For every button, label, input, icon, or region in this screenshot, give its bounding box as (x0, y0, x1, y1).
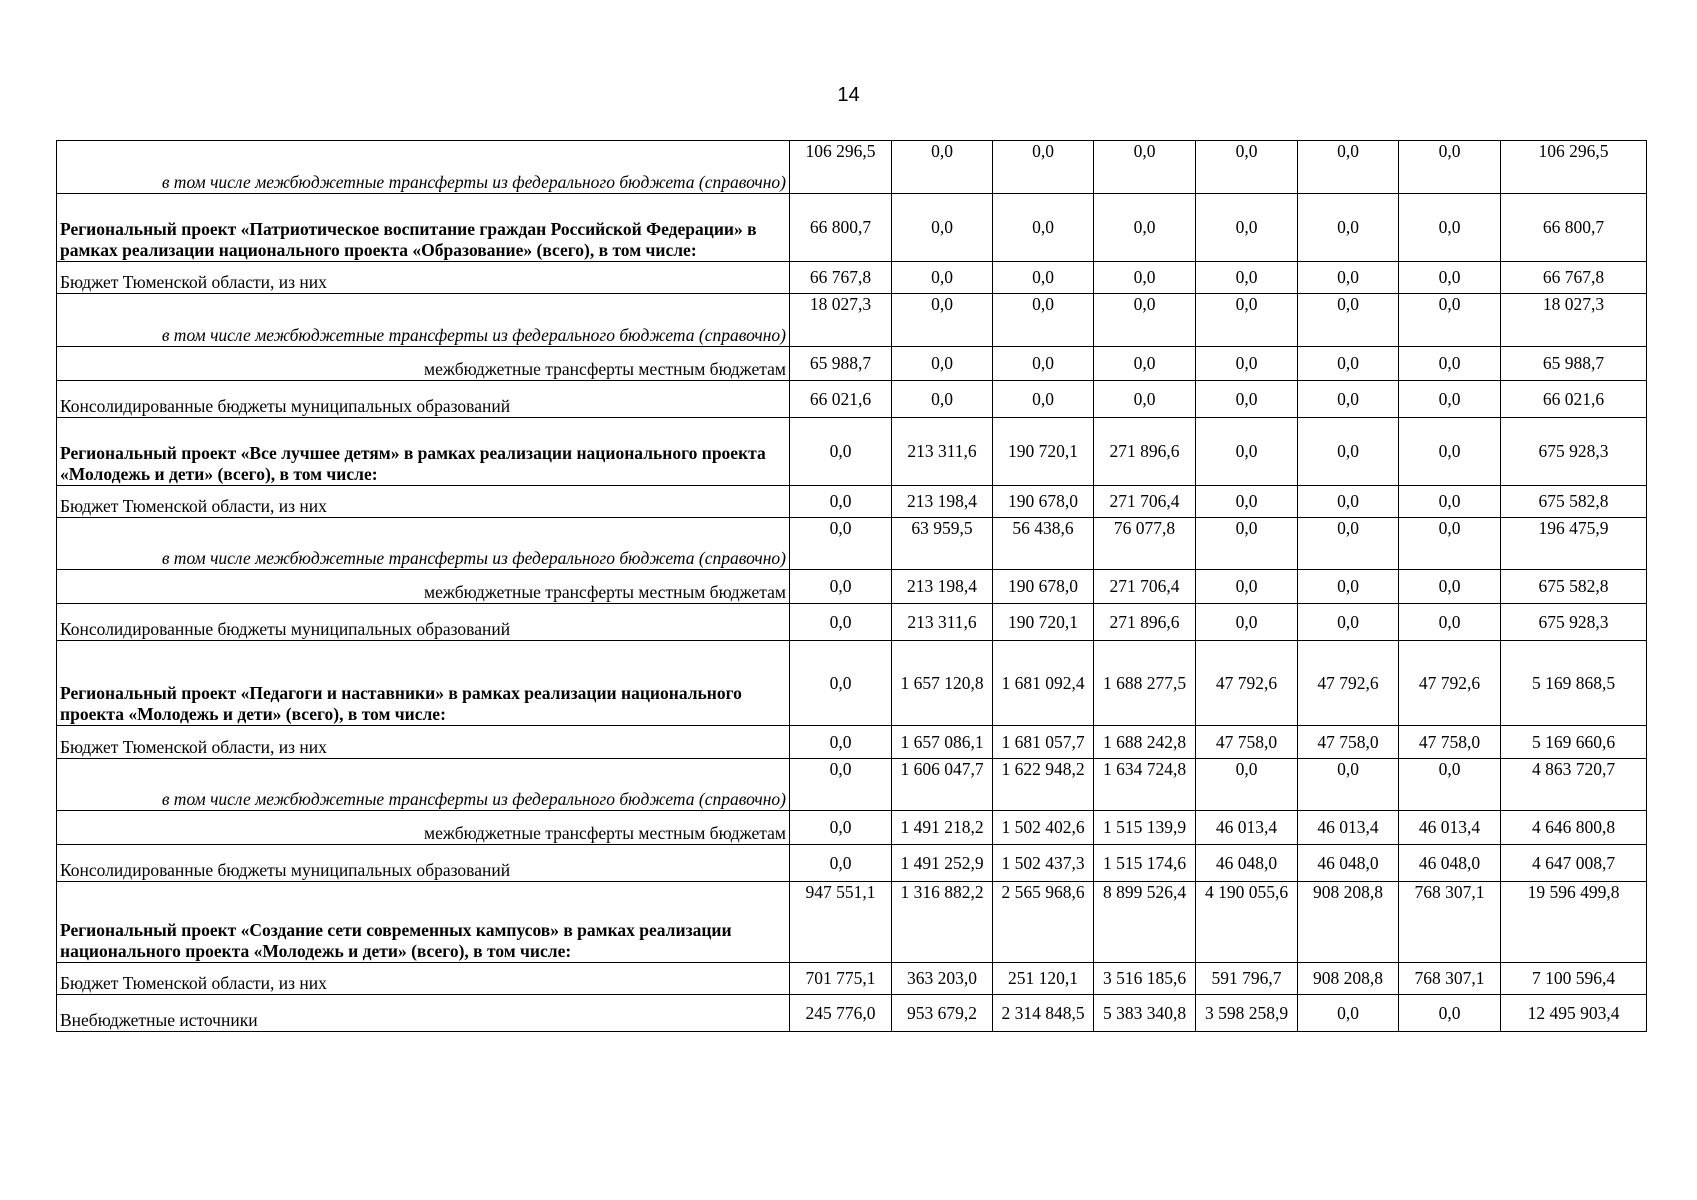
total-cell: 19 596 499,8 (1501, 882, 1647, 963)
value-cell: 0,0 (1399, 995, 1501, 1032)
value-cell: 0,0 (790, 486, 892, 518)
row-label: Консолидированные бюджеты муниципальных образований (57, 381, 790, 418)
total-cell: 4 863 720,7 (1501, 759, 1647, 811)
page-number: 14 (837, 84, 860, 106)
value-cell: 0,0 (1399, 381, 1501, 418)
value-cell: 47 792,6 (1399, 641, 1501, 726)
value-cell: 46 013,4 (1196, 811, 1298, 845)
value-cell: 0,0 (1298, 759, 1399, 811)
table-row (57, 194, 1647, 262)
value-cell: 0,0 (1399, 486, 1501, 518)
value-cell: 0,0 (1298, 570, 1399, 604)
value-cell: 190 720,1 (993, 418, 1094, 486)
value-cell: 47 758,0 (1196, 726, 1298, 759)
value-cell: 5 383 340,8 (1094, 995, 1196, 1032)
value-cell: 0,0 (1094, 347, 1196, 381)
value-cell: 0,0 (790, 811, 892, 845)
value-cell: 0,0 (993, 262, 1094, 294)
value-cell: 46 048,0 (1399, 845, 1501, 882)
row-label: Бюджет Тюменской области, из них (57, 963, 790, 995)
value-cell: 0,0 (1298, 347, 1399, 381)
total-cell: 675 582,8 (1501, 570, 1647, 604)
value-cell: 0,0 (790, 604, 892, 641)
table-row (57, 604, 1647, 641)
table-row (57, 418, 1647, 486)
value-cell: 0,0 (993, 347, 1094, 381)
total-cell: 106 296,5 (1501, 141, 1647, 194)
value-cell: 0,0 (1399, 570, 1501, 604)
value-cell: 0,0 (1196, 486, 1298, 518)
row-label: Региональный проект «Создание сети современных кампусов» в рамках реализации национального проекта «Молодежь и дети» (всего), в том числе: (57, 882, 790, 963)
value-cell: 0,0 (1094, 194, 1196, 262)
value-cell: 0,0 (1399, 759, 1501, 811)
row-label: в том числе межбюджетные трансферты из федерального бюджета (справочно) (57, 294, 790, 347)
total-cell: 12 495 903,4 (1501, 995, 1647, 1032)
table-row (57, 882, 1647, 963)
value-cell: 0,0 (1298, 381, 1399, 418)
table-row (57, 486, 1647, 518)
value-cell: 591 796,7 (1196, 963, 1298, 995)
value-cell: 271 896,6 (1094, 418, 1196, 486)
value-cell: 0,0 (1399, 347, 1501, 381)
value-cell: 701 775,1 (790, 963, 892, 995)
value-cell: 271 706,4 (1094, 486, 1196, 518)
table-row (57, 995, 1647, 1032)
value-cell: 56 438,6 (993, 518, 1094, 570)
value-cell: 2 565 968,6 (993, 882, 1094, 963)
value-cell: 0,0 (993, 381, 1094, 418)
value-cell: 190 678,0 (993, 570, 1094, 604)
total-cell: 5 169 868,5 (1501, 641, 1647, 726)
value-cell: 1 657 086,1 (892, 726, 993, 759)
table-row (57, 141, 1647, 194)
total-cell: 7 100 596,4 (1501, 963, 1647, 995)
value-cell: 1 491 252,9 (892, 845, 993, 882)
value-cell: 0,0 (1298, 604, 1399, 641)
table-row (57, 963, 1647, 995)
row-label: Региональный проект «Патриотическое воспитание граждан Российской Федерации» в рамках реализации национального проекта «Образование» (всего), в том числе: (57, 194, 790, 262)
value-cell: 1 491 218,2 (892, 811, 993, 845)
value-cell: 190 678,0 (993, 486, 1094, 518)
value-cell: 0,0 (1196, 141, 1298, 194)
value-cell: 363 203,0 (892, 963, 993, 995)
total-cell: 5 169 660,6 (1501, 726, 1647, 759)
value-cell: 1 688 277,5 (1094, 641, 1196, 726)
total-cell: 675 582,8 (1501, 486, 1647, 518)
value-cell: 0,0 (1399, 518, 1501, 570)
value-cell: 0,0 (1196, 604, 1298, 641)
table-row (57, 347, 1647, 381)
value-cell: 65 988,7 (790, 347, 892, 381)
value-cell: 0,0 (790, 518, 892, 570)
value-cell: 46 048,0 (1196, 845, 1298, 882)
value-cell: 47 792,6 (1196, 641, 1298, 726)
total-cell: 4 647 008,7 (1501, 845, 1647, 882)
value-cell: 0,0 (993, 294, 1094, 347)
value-cell: 0,0 (1298, 262, 1399, 294)
value-cell: 0,0 (1399, 294, 1501, 347)
value-cell: 0,0 (1196, 294, 1298, 347)
value-cell: 0,0 (1094, 381, 1196, 418)
value-cell: 1 622 948,2 (993, 759, 1094, 811)
value-cell: 271 706,4 (1094, 570, 1196, 604)
value-cell: 1 606 047,7 (892, 759, 993, 811)
value-cell: 213 198,4 (892, 486, 993, 518)
value-cell: 0,0 (1094, 141, 1196, 194)
value-cell: 0,0 (1298, 194, 1399, 262)
value-cell: 0,0 (1298, 294, 1399, 347)
row-label: Бюджет Тюменской области, из них (57, 262, 790, 294)
value-cell: 0,0 (993, 141, 1094, 194)
row-label: Региональный проект «Все лучшее детям» в рамках реализации национального проекта «Молодежь и дети» (всего), в том числе: (57, 418, 790, 486)
value-cell: 0,0 (892, 347, 993, 381)
value-cell: 1 681 092,4 (993, 641, 1094, 726)
value-cell: 213 311,6 (892, 418, 993, 486)
value-cell: 106 296,5 (790, 141, 892, 194)
value-cell: 0,0 (790, 759, 892, 811)
value-cell: 0,0 (993, 194, 1094, 262)
value-cell: 768 307,1 (1399, 963, 1501, 995)
value-cell: 0,0 (1298, 995, 1399, 1032)
total-cell: 65 988,7 (1501, 347, 1647, 381)
row-label: межбюджетные трансферты местным бюджетам (57, 811, 790, 845)
value-cell: 0,0 (1196, 262, 1298, 294)
total-cell: 66 021,6 (1501, 381, 1647, 418)
value-cell: 1 515 174,6 (1094, 845, 1196, 882)
value-cell: 63 959,5 (892, 518, 993, 570)
row-label: Внебюджетные источники (57, 995, 790, 1032)
value-cell: 271 896,6 (1094, 604, 1196, 641)
value-cell: 46 048,0 (1298, 845, 1399, 882)
total-cell: 4 646 800,8 (1501, 811, 1647, 845)
value-cell: 76 077,8 (1094, 518, 1196, 570)
value-cell: 0,0 (1399, 141, 1501, 194)
table-row (57, 726, 1647, 759)
value-cell: 0,0 (1399, 418, 1501, 486)
value-cell: 908 208,8 (1298, 963, 1399, 995)
table-row (57, 381, 1647, 418)
total-cell: 675 928,3 (1501, 418, 1647, 486)
value-cell: 0,0 (892, 141, 993, 194)
row-label: межбюджетные трансферты местным бюджетам (57, 347, 790, 381)
value-cell: 66 767,8 (790, 262, 892, 294)
value-cell: 3 598 258,9 (1196, 995, 1298, 1032)
value-cell: 4 190 055,6 (1196, 882, 1298, 963)
value-cell: 47 758,0 (1298, 726, 1399, 759)
value-cell: 1 515 139,9 (1094, 811, 1196, 845)
value-cell: 0,0 (790, 570, 892, 604)
total-cell: 66 767,8 (1501, 262, 1647, 294)
table-row (57, 641, 1647, 726)
value-cell: 0,0 (1298, 141, 1399, 194)
value-cell: 1 502 437,3 (993, 845, 1094, 882)
table-row (57, 811, 1647, 845)
row-label: в том числе межбюджетные трансферты из федерального бюджета (справочно) (57, 141, 790, 194)
row-label: межбюджетные трансферты местным бюджетам (57, 570, 790, 604)
table-body (57, 141, 1647, 1032)
value-cell: 1 681 057,7 (993, 726, 1094, 759)
table-row (57, 294, 1647, 347)
total-cell: 18 027,3 (1501, 294, 1647, 347)
value-cell: 0,0 (892, 194, 993, 262)
value-cell: 47 758,0 (1399, 726, 1501, 759)
table-row (57, 262, 1647, 294)
value-cell: 0,0 (1196, 347, 1298, 381)
value-cell: 46 013,4 (1399, 811, 1501, 845)
table-row (57, 518, 1647, 570)
value-cell: 46 013,4 (1298, 811, 1399, 845)
value-cell: 0,0 (1196, 759, 1298, 811)
value-cell: 908 208,8 (1298, 882, 1399, 963)
value-cell: 18 027,3 (790, 294, 892, 347)
row-label: Консолидированные бюджеты муниципальных образований (57, 845, 790, 882)
total-cell: 196 475,9 (1501, 518, 1647, 570)
value-cell: 1 688 242,8 (1094, 726, 1196, 759)
value-cell: 47 792,6 (1298, 641, 1399, 726)
value-cell: 251 120,1 (993, 963, 1094, 995)
value-cell: 0,0 (1094, 294, 1196, 347)
value-cell: 8 899 526,4 (1094, 882, 1196, 963)
table-row (57, 845, 1647, 882)
value-cell: 0,0 (1196, 570, 1298, 604)
budget-table (56, 140, 1647, 1032)
row-label: Бюджет Тюменской области, из них (57, 726, 790, 759)
value-cell: 768 307,1 (1399, 882, 1501, 963)
value-cell: 0,0 (790, 726, 892, 759)
total-cell: 675 928,3 (1501, 604, 1647, 641)
value-cell: 0,0 (790, 418, 892, 486)
value-cell: 1 657 120,8 (892, 641, 993, 726)
value-cell: 66 800,7 (790, 194, 892, 262)
value-cell: 0,0 (1094, 262, 1196, 294)
value-cell: 245 776,0 (790, 995, 892, 1032)
value-cell: 0,0 (1399, 194, 1501, 262)
value-cell: 213 311,6 (892, 604, 993, 641)
value-cell: 1 634 724,8 (1094, 759, 1196, 811)
table-row (57, 759, 1647, 811)
value-cell: 0,0 (892, 294, 993, 347)
row-label: Бюджет Тюменской области, из них (57, 486, 790, 518)
value-cell: 0,0 (892, 381, 993, 418)
row-label: в том числе межбюджетные трансферты из федерального бюджета (справочно) (57, 759, 790, 811)
value-cell: 0,0 (1196, 418, 1298, 486)
value-cell: 0,0 (1196, 194, 1298, 262)
value-cell: 1 502 402,6 (993, 811, 1094, 845)
value-cell: 66 021,6 (790, 381, 892, 418)
value-cell: 0,0 (790, 845, 892, 882)
value-cell: 3 516 185,6 (1094, 963, 1196, 995)
value-cell: 0,0 (1298, 486, 1399, 518)
value-cell: 947 551,1 (790, 882, 892, 963)
value-cell: 1 316 882,2 (892, 882, 993, 963)
value-cell: 0,0 (1298, 418, 1399, 486)
value-cell: 953 679,2 (892, 995, 993, 1032)
table-row (57, 570, 1647, 604)
row-label: Региональный проект «Педагоги и наставники» в рамках реализации национального проекта «Молодежь и дети» (всего), в том числе: (57, 641, 790, 726)
value-cell: 0,0 (790, 641, 892, 726)
value-cell: 0,0 (1399, 604, 1501, 641)
value-cell: 0,0 (1196, 518, 1298, 570)
value-cell: 0,0 (892, 262, 993, 294)
value-cell: 0,0 (1298, 518, 1399, 570)
value-cell: 2 314 848,5 (993, 995, 1094, 1032)
total-cell: 66 800,7 (1501, 194, 1647, 262)
value-cell: 190 720,1 (993, 604, 1094, 641)
value-cell: 0,0 (1399, 262, 1501, 294)
value-cell: 0,0 (1196, 381, 1298, 418)
row-label: Консолидированные бюджеты муниципальных образований (57, 604, 790, 641)
value-cell: 213 198,4 (892, 570, 993, 604)
row-label: в том числе межбюджетные трансферты из федерального бюджета (справочно) (57, 518, 790, 570)
